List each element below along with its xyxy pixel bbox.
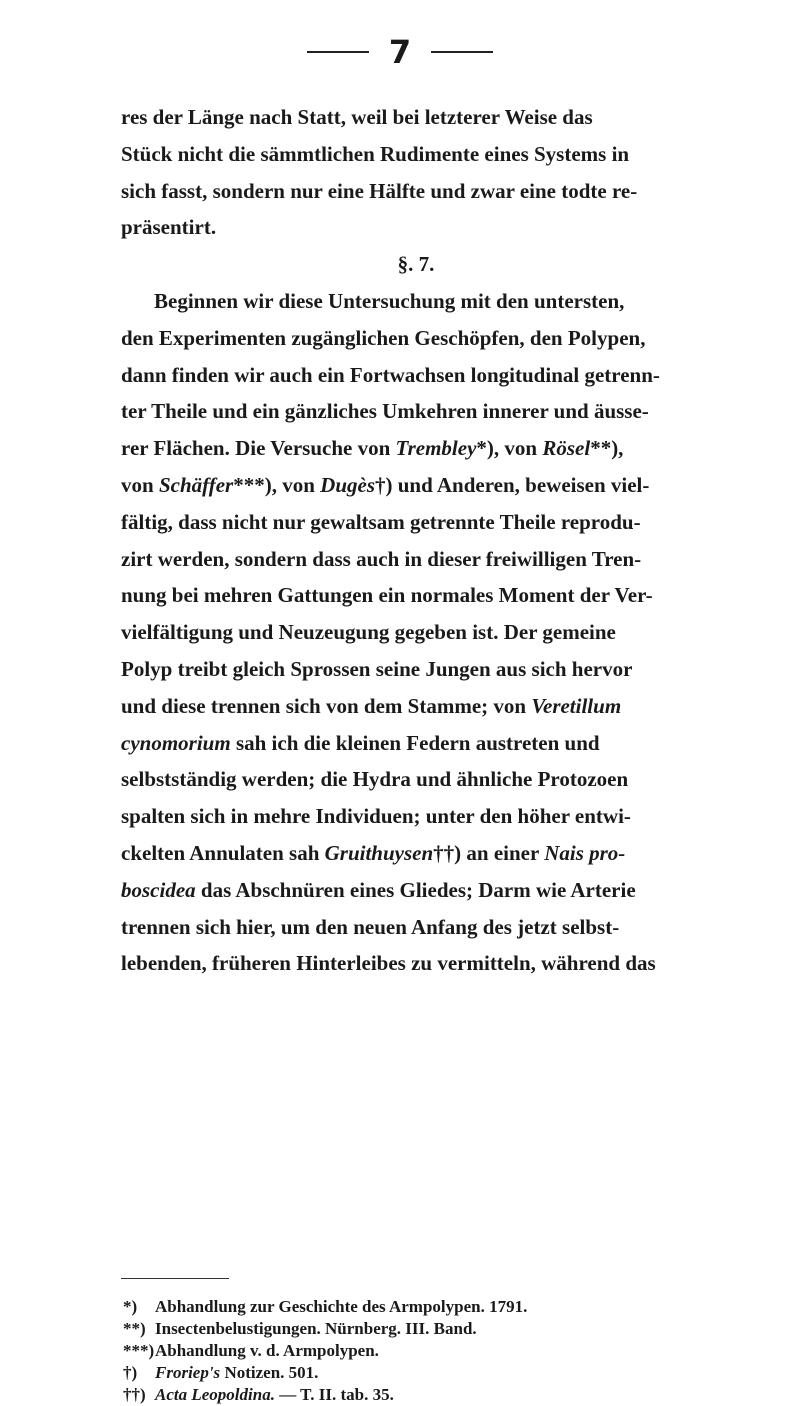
text-line: rer Flächen. Die Versuche von Trembley*), von Rösel**), [121, 436, 624, 461]
author-name: Rösel [542, 436, 591, 461]
species-name: Nais pro- [544, 840, 626, 865]
section-heading: §. 7. [397, 252, 435, 277]
text-line: cynomorium sah ich die kleinen Federn austreten und [121, 730, 600, 755]
text-line: selbstständig werden; die Hydra und ähnliche Protozoen [121, 767, 629, 792]
text-line: sich fasst, sondern nur eine Hälfte und zwar eine todte re- [121, 178, 638, 203]
footnote: **) Insectenbelustigungen. Nürnberg. III. Band. [123, 1319, 477, 1338]
footnote: ***)Abhandlung v. d. Armpolypen. [123, 1341, 379, 1360]
text-line: und diese trennen sich von dem Stamme; von Veretillum [121, 693, 622, 718]
text-line: fältig, dass nicht nur gewaltsam getrennte Theile reprodu- [121, 509, 641, 534]
footnotes [123, 1296, 683, 1406]
header-rule-right [431, 51, 493, 53]
text-line: lebenden, früheren Hinterleibes zu vermitteln, während das [121, 951, 656, 976]
text-line: boscidea das Abschnüren eines Gliedes; Darm wie Arterie [121, 877, 636, 902]
text-line: Polyp treibt gleich Sprossen seine Jungen aus sich hervor [121, 656, 633, 681]
author-name: Trembley [395, 436, 477, 461]
text-line: trennen sich hier, um den neuen Anfang des jetzt selbst- [121, 914, 620, 939]
text-line: res der Länge nach Statt, weil bei letzterer Weise das [121, 105, 593, 129]
footnote: *) Abhandlung zur Geschichte des Armpolypen. 1791. [123, 1297, 528, 1316]
text-line: Stück nicht die sämmtlichen Rudimente eines Systems in [121, 141, 630, 166]
species-name: boscidea [121, 877, 196, 902]
species-name: cynomorium [121, 730, 231, 755]
text-line: nung bei mehren Gattungen ein normales Moment der Ver- [121, 583, 653, 608]
page-header [0, 33, 800, 71]
text-line: ter Theile und ein gänzliches Umkehren innerer und äusse- [121, 399, 649, 424]
page-number: 7 [388, 33, 412, 71]
footnote-separator [121, 1278, 229, 1279]
text-line: den Experimenten zugänglichen Geschöpfen, den Polypen, [121, 325, 646, 350]
text-line: vielfältigung und Neuzeugung gegeben ist. Der gemeine [121, 620, 616, 645]
text-line: von Schäffer***), von Dugès†) und Anderen, beweisen viel- [121, 472, 650, 497]
body-text [121, 99, 681, 982]
text-line: dann finden wir auch ein Fortwachsen longitudinal getrenn- [121, 362, 660, 387]
text-line: spalten sich in mehre Individuen; unter den höher entwi- [121, 804, 631, 829]
text-line: präsentirt. [121, 215, 217, 240]
text-line: Beginnen wir diese Untersuchung mit den untersten, [154, 288, 625, 313]
footnote: ††) Acta Leopoldina. — T. II. tab. 35. [123, 1385, 394, 1404]
text-line: ckelten Annulaten sah Gruithuysen††) an einer Nais pro- [121, 840, 626, 865]
footnote: †) Froriep's Notizen. 501. [123, 1363, 319, 1382]
header-rule-left [307, 51, 369, 53]
text-line: zirt werden, sondern dass auch in dieser freiwilligen Tren- [121, 546, 642, 571]
author-name: Schäffer [158, 472, 234, 497]
species-name: Veretillum [531, 693, 622, 718]
author-name: Gruithuysen [324, 840, 434, 865]
author-name: Dugès [320, 472, 375, 497]
